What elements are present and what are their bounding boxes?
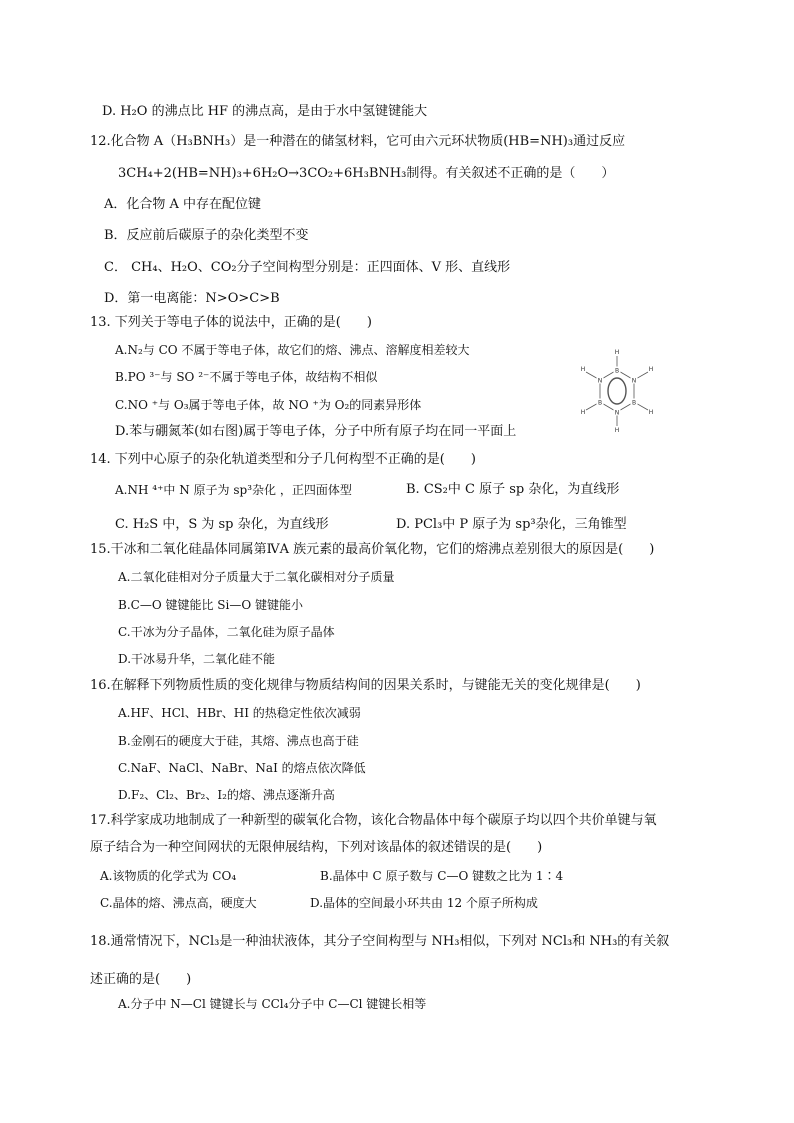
atom-h-4: H <box>614 427 620 434</box>
q13-option-b: B.PO ³⁻与 SO ²⁻不属于等电子体，故结构不相似 <box>115 370 378 384</box>
q16-option-d: D.F₂、Cl₂、Br₂、I₂的熔、沸点逐渐升高 <box>118 788 335 802</box>
q15-stem: 15.干冰和二氧化硅晶体同属第ⅣA 族元素的最高价氧化物，它们的熔沸点差别很大的原因是( ) <box>90 542 655 557</box>
atom-n-bottom: N <box>614 409 620 417</box>
atom-h-1: H <box>614 349 620 356</box>
q12-reaction: 3CH₄+2(HB=NH)₃+6H₂O→3CO₂+6H₃BNH₃制得。有关叙述不正确的是（ ） <box>118 166 615 181</box>
q12-option-c: C． CH₄、H₂O、CO₂分子空间构型分别是：正四面体、V 形、直线形 <box>104 260 511 275</box>
aromatic-ring <box>608 378 626 404</box>
q14-option-b: B. CS₂中 C 原子 sp 杂化，为直线形 <box>406 482 620 497</box>
q16-option-b: B.金刚石的硬度大于硅，其熔、沸点也高于硅 <box>118 734 359 748</box>
q17-stem-line1: 17.科学家成功地制成了一种新型的碳氧化合物，该化合物晶体中每个碳原子均以四个共价单键与氧 <box>90 813 657 828</box>
q14-option-c: C. H₂S 中，S 为 sp 杂化，为直线形 <box>115 517 329 532</box>
q15-option-b: B.C—O 键键能比 Si—O 键键能小 <box>118 598 303 612</box>
atom-h-6: H <box>580 366 586 373</box>
q18-stem-line2: 述正确的是( ) <box>90 972 192 987</box>
q15-option-a: A.二氧化硅相对分子质量大于二氧化碳相对分子质量 <box>118 570 395 584</box>
q16-option-a: A.HF、HCl、HBr、HI 的热稳定性依次减弱 <box>118 706 361 720</box>
q12-option-a: A．化合物 A 中存在配位键 <box>104 197 262 212</box>
q15-option-c: C.干冰为分子晶体，二氧化硅为原子晶体 <box>118 625 335 639</box>
q14-option-a: A.NH ⁴⁺中 N 原子为 sp³杂化 ，正四面体型 <box>115 483 352 497</box>
q13-option-c: C.NO ⁺与 O₃属于等电子体，故 NO ⁺为 O₂的同素异形体 <box>115 398 422 412</box>
q15-option-d: D.干冰易升华，二氧化硅不能 <box>118 652 276 666</box>
q17-option-a: A.该物质的化学式为 CO₄ <box>100 869 237 883</box>
borazine-structure-figure <box>572 346 662 438</box>
atom-h-5: H <box>580 409 586 416</box>
atom-n-upper-right: N <box>631 377 637 385</box>
q17-option-b: B.晶体中 C 原子数与 C—O 键数之比为 1∶4 <box>320 869 564 883</box>
atom-b-top: B <box>614 367 620 375</box>
q13-stem: 13. 下列关于等电子体的说法中，正确的是( ) <box>90 315 372 330</box>
atom-n-upper-left: N <box>597 377 603 385</box>
q17-option-d: D.晶体的空间最小环共由 12 个原子所构成 <box>310 896 538 910</box>
q13-option-a: A.N₂与 CO 不属于等电子体，故它们的熔、沸点、溶解度相差较大 <box>115 343 470 357</box>
q17-stem-line2: 原子结合为一种空间网状的无限伸展结构，下列对该晶体的叙述错误的是( ) <box>90 840 543 855</box>
q12-option-d: D．第一电离能：N>O>C>B <box>104 291 280 306</box>
atom-b-lower-left: B <box>597 399 603 407</box>
q16-option-c: C.NaF、NaCl、NaBr、NaI 的熔点依次降低 <box>118 761 366 775</box>
q11-option-d: D. H₂O 的沸点比 HF 的沸点高，是由于水中氢键键能大 <box>102 104 428 119</box>
q14-stem: 14. 下列中心原子的杂化轨道类型和分子几何构型不正确的是( ) <box>90 452 476 467</box>
atom-h-2: H <box>648 366 654 373</box>
q18-stem-line1: 18.通常情况下，NCl₃是一种油状液体，其分子空间构型与 NH₃相似，下列对 NCl₃和 NH₃的有关叙 <box>90 934 670 949</box>
q12-stem: 12.化合物 A（H₃BNH₃）是一种潜在的储氢材料，它可由六元环状物质(HB=NH)₃通过反应 <box>90 134 626 149</box>
q12-option-b: B．反应前后碳原子的杂化类型不变 <box>104 228 309 243</box>
q18-option-a: A.分子中 N—Cl 键键长与 CCl₄分子中 C—Cl 键键长相等 <box>118 997 427 1011</box>
atom-h-3: H <box>648 409 654 416</box>
atom-b-lower-right: B <box>631 399 637 407</box>
q13-option-d: D.苯与硼氮苯(如右图)属于等电子体，分子中所有原子均在同一平面上 <box>115 424 517 439</box>
q14-option-d: D. PCl₃中 P 原子为 sp³杂化，三角锥型 <box>396 517 627 532</box>
q16-stem: 16.在解释下列物质性质的变化规律与物质结构间的因果关系时，与键能无关的变化规律是( ) <box>90 678 641 693</box>
q17-option-c: C.晶体的熔、沸点高，硬度大 <box>100 896 257 910</box>
